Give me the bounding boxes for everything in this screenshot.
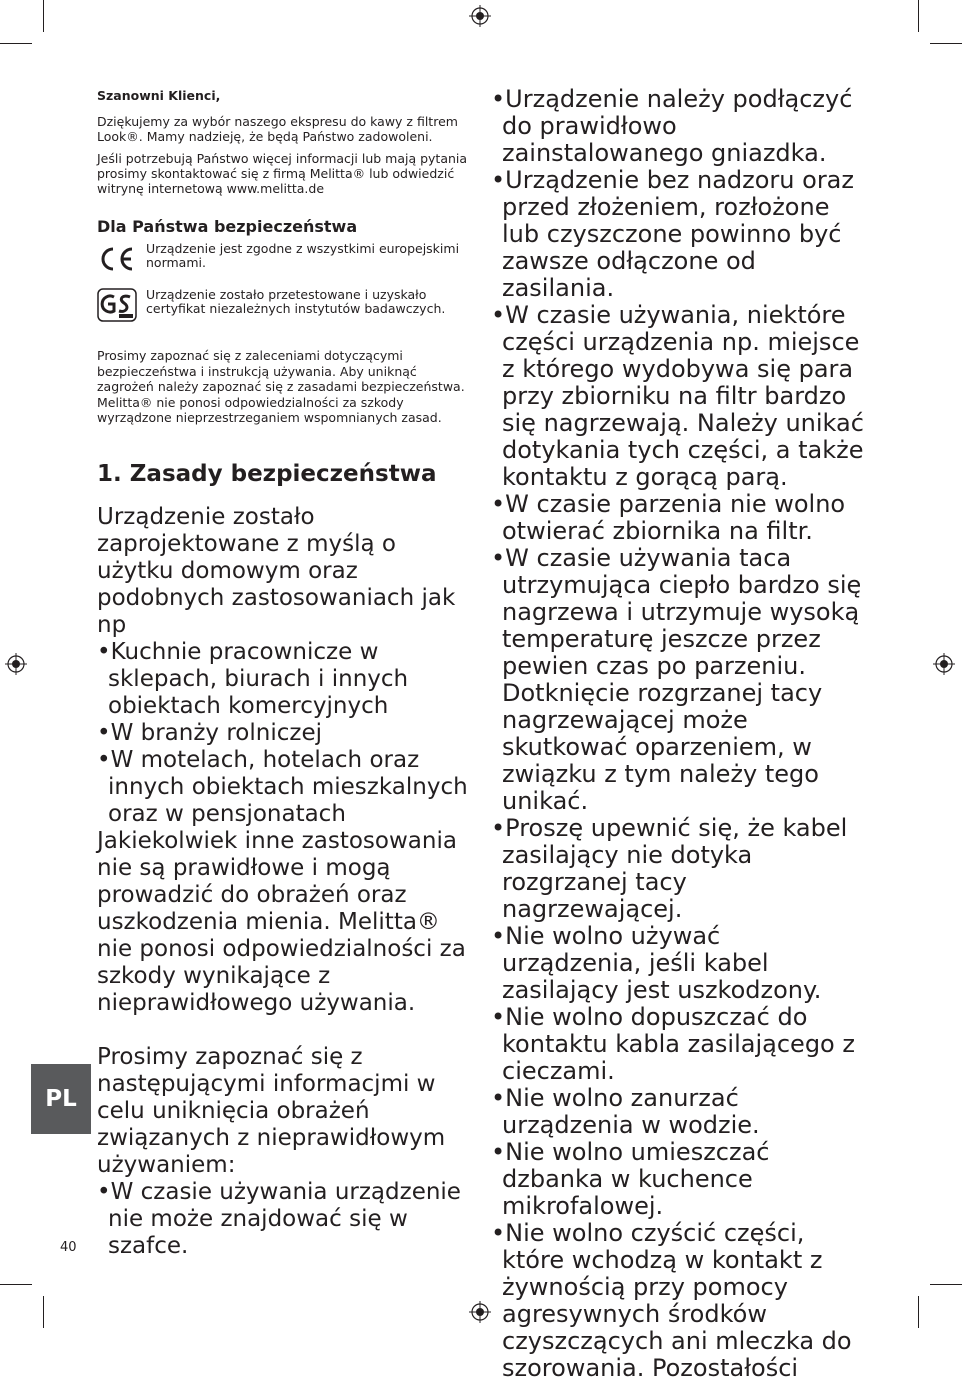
list-item: • W branży rolniczej <box>97 720 469 747</box>
crop-mark <box>43 0 44 32</box>
ce-certification <box>97 242 469 276</box>
crop-mark <box>930 1284 962 1285</box>
registration-mark-icon <box>469 1301 491 1323</box>
ce-mark-icon <box>97 242 137 276</box>
list-item: • W czasie używania, niektóre części urządzenia np. miejsce z którego wydobywa się para przy zbiorniku na filtr bardzo się nagrzewają. Należy unikać dotykania tych części, a także kontaktu z gorącą parą. <box>491 302 866 491</box>
info-paragraph: Prosimy zapoznać się z następującymi informacjmi w celu uniknięcia obrażeń związanych z nieprawidłowym używaniem: <box>97 1043 446 1178</box>
list-item: • W czasie używania taca utrzymująca ciepło bardzo się nagrzewa i utrzymuje wysoką temperaturę jeszcze przez pewien czas po parzeniu. Dotknięcie rozgrzanej tacy nagrzewającej może skutkować oparzeniem, w związku z tym należy tego unikać. <box>491 545 866 815</box>
crop-mark <box>43 1296 44 1328</box>
language-tab: PL <box>31 1064 91 1134</box>
left-bullets <box>97 1179 469 1260</box>
list-item: • Urządzenie bez nadzoru oraz przed złożeniem, rozłożone lub czyszczone powinno być zawsze odłączone od zasilania. <box>491 167 866 302</box>
crop-mark <box>0 1284 32 1285</box>
list-item: • W czasie parzenia nie wolno otwierać zbiornika na filtr. <box>491 491 866 545</box>
list-item: • Kuchnie pracownicze w sklepach, biurach i innych obiektach komercyjnych <box>97 639 469 720</box>
crop-mark <box>918 0 919 32</box>
registration-mark-icon <box>469 5 491 27</box>
ce-text: Urządzenie jest zgodne z wszystkimi europejskimi normami. <box>146 241 460 270</box>
list-item: • Nie wolno umieszczać dzbanka w kuchence mikrofalowej. <box>491 1139 866 1220</box>
list-item: • Nie wolno używać urządzenia, jeśli kabel zasilający jest uszkodzony. <box>491 923 866 1004</box>
list-item: • Proszę upewnić się, że kabel zasilający nie dotyka rozgrzanej tacy nagrzewającej. <box>491 815 866 923</box>
gs-text: Urządzenie zostało przetestowane i uzyskało certyfikat niezależnych instytutów badawczych. <box>146 287 446 316</box>
list-item: • W czasie używania urządzenie nie może znajdować się w szafce. <box>97 1179 469 1260</box>
registration-mark-icon <box>933 653 955 675</box>
page-number: 40 <box>60 1240 77 1255</box>
list-item: • Nie wolno dopuszczać do kontaktu kabla zasilającego z cieczami. <box>491 1004 866 1085</box>
list-item: • W motelach, hotelach oraz innych obiektach mieszkalnych oraz w pensjonatach <box>97 747 469 828</box>
right-bullets <box>491 86 866 1382</box>
gs-mark-icon <box>97 288 137 322</box>
crop-mark <box>0 43 32 44</box>
crop-mark <box>930 43 962 44</box>
section-heading: 1. Zasady bezpieczeństwa <box>97 460 437 487</box>
left-column <box>97 88 469 1260</box>
intro-paragraph-1: Dziękujemy za wybór naszego ekspresu do kawy z filtrem Look®. Mamy nadzieję, że będą Państwo zadowoleni. <box>97 114 458 144</box>
safety-notice: Prosimy zapoznać się z zaleceniami dotyczącymi bezpieczeństwa i instrukcją używania. Aby uniknąć zagrożeń należy zapoznać się z zasadami bezpieczeństwa. Melitta® nie ponosi odpowiedzialności za szkody wyrządzone nieprzestrzeganiem wspomnianych zasad. <box>97 348 465 425</box>
safety-heading: Dla Państwa bezpieczeństwa <box>97 217 358 236</box>
section-intro: Urządzenie zostało zaprojektowane z myślą o użytku domowym oraz podobnych zastosowaniach jak np <box>97 503 456 638</box>
uses-list <box>97 639 469 828</box>
gs-certification <box>97 288 469 322</box>
registration-mark-icon <box>5 653 27 675</box>
intro-paragraph-2: Jeśli potrzebują Państwo więcej informacji lub mają pytania prosimy skontaktować się z firmą Melitta® lub odwiedzić witrynę internetową www.melitta.de <box>97 151 468 196</box>
right-column <box>491 86 866 1382</box>
crop-mark <box>918 1296 919 1328</box>
list-item: • Urządzenie należy podłączyć do prawidłowo zainstalowanego gniazdka. <box>491 86 866 167</box>
greeting: Szanowni Klienci, <box>97 88 221 103</box>
list-item: • Nie wolno czyścić części, które wchodzą w kontakt z żywnością przy pomocy agresywnych środków czyszczących ani mleczka do szorowania. Pozostałości <box>491 1220 866 1382</box>
list-item: • Nie wolno zanurzać urządzenia w wodzie. <box>491 1085 866 1139</box>
other-uses-paragraph: Jakiekolwiek inne zastosowania nie są prawidłowe i mogą prowadzić do obrażeń oraz uszkodzenia mienia. Melitta® nie ponosi odpowiedzialności za szkody wynikające z nieprawidłowego używania. <box>97 827 466 1016</box>
